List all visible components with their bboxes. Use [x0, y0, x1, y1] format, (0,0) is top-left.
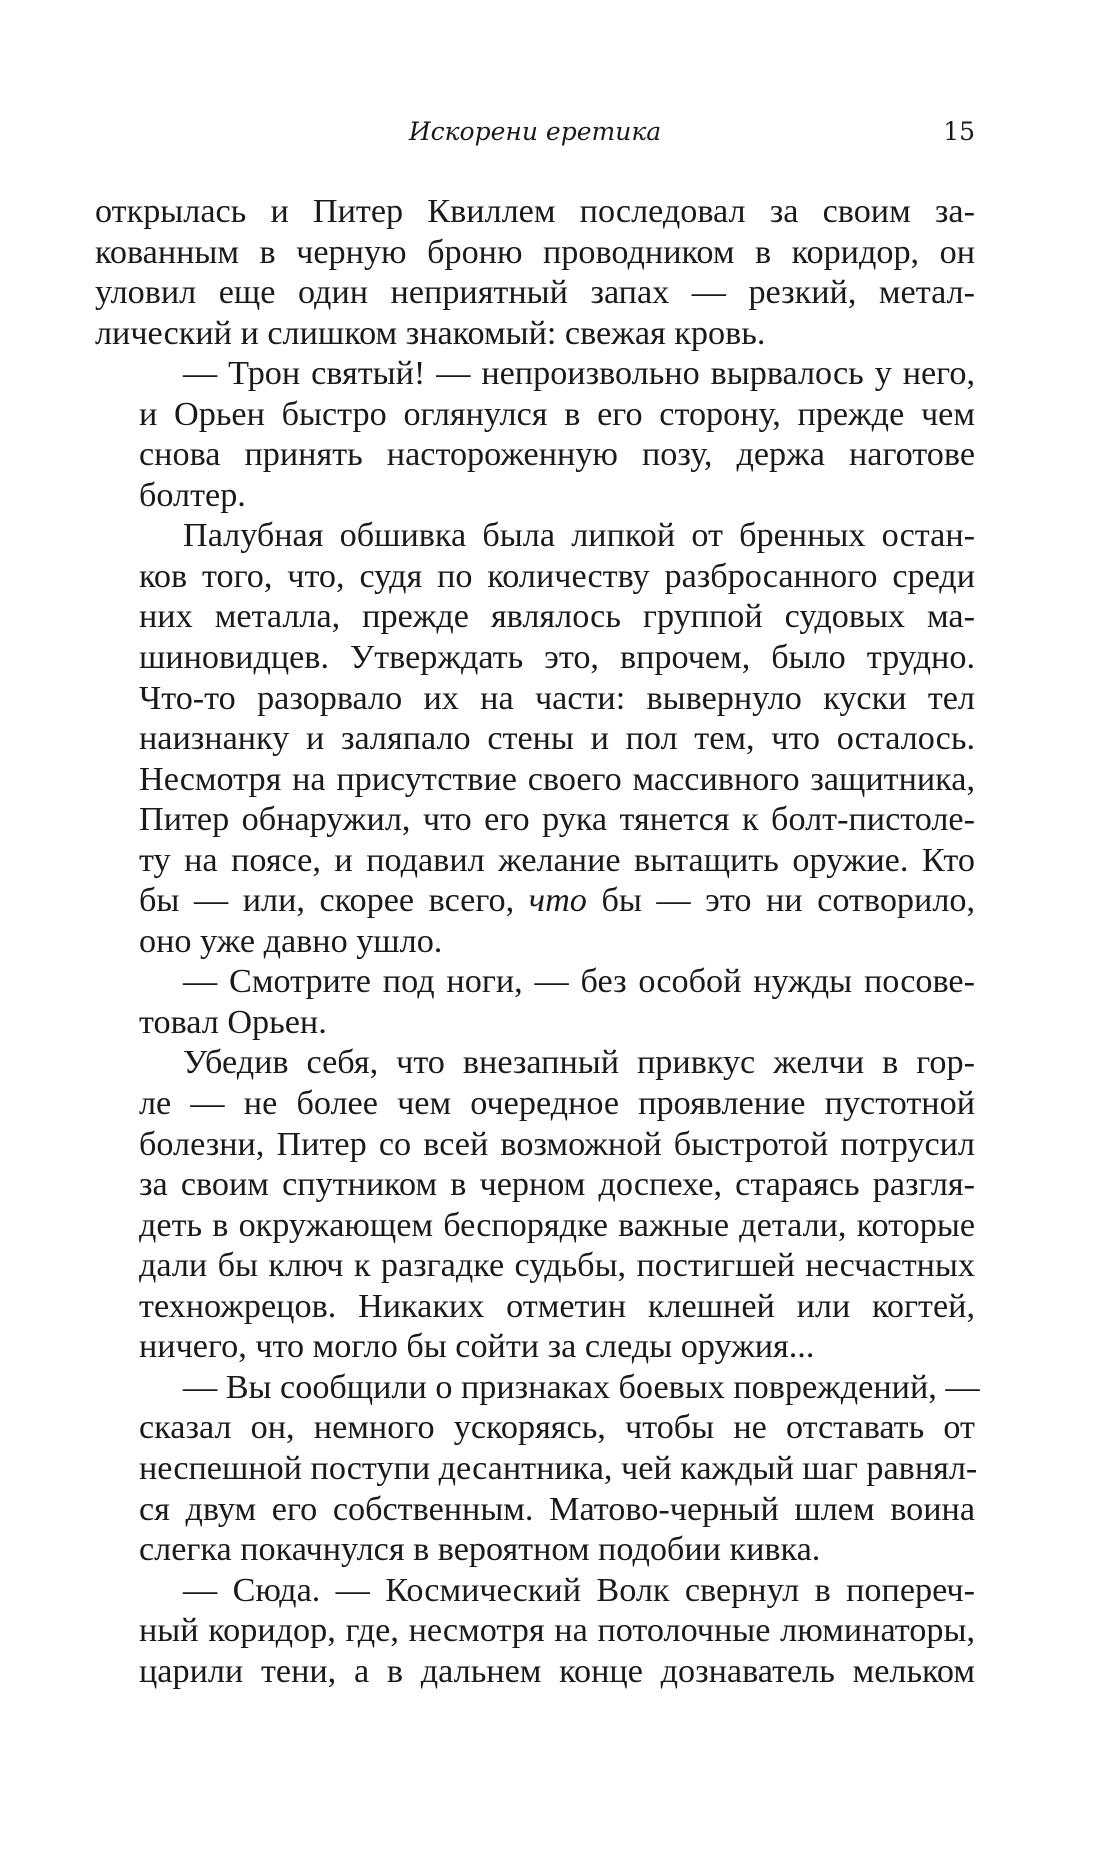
text-line: лический и слишком знакомый: свежая кровь.: [95, 314, 766, 352]
text-line: — Смотрите под ноги, — без особой нужды посове-: [183, 963, 975, 1001]
body-text: [95, 192, 980, 1692]
text-line: уловил еще один неприятный запах — резкий, метал-: [95, 274, 975, 312]
text-line: шиновидцев. Утверждать это, впрочем, было трудно.: [139, 639, 975, 677]
text-line: и Орьен быстро оглянулся в его сторону, прежде чем: [139, 395, 975, 433]
text-line: оно уже давно ушло.: [139, 922, 443, 960]
text-fragment: бы — или, скорее всего,: [139, 882, 515, 920]
text-line: наизнанку и заляпало стены и пол тем, что осталось.: [139, 720, 975, 758]
text-line: Несмотря на присутствие своего массивного защитника,: [139, 760, 975, 798]
paragraph-3: [95, 516, 975, 962]
paragraph-2: [95, 354, 975, 516]
text-fragment: бы — это ни сотворило,: [601, 882, 976, 920]
paragraph-6: [95, 1368, 980, 1571]
paragraph-5: [95, 1043, 975, 1367]
text-line: — Вы сообщили о признаках боевых повреждений, —: [183, 1368, 980, 1406]
text-line: ту на поясе, и подавил желание вытащить оружие. Кто: [139, 841, 975, 879]
text-line: Питер обнаружил, что его рука тянется к болт-пистоле-: [139, 801, 975, 839]
text-line: деть в окружающем беспорядке важные детали, которые: [139, 1206, 975, 1244]
text-line: Палубная обшивка была липкой от бренных остан-: [183, 517, 975, 555]
text-line: Что-то разорвало их на части: вывернуло куски тел: [139, 679, 975, 717]
text-line: открылась и Питер Квиллем последовал за своим за-: [95, 193, 975, 230]
paragraph-1: [95, 192, 975, 354]
text-line: них металла, прежде являлось группой судовых ма-: [139, 598, 975, 636]
text-line: дали бы ключ к разгадке судьбы, постигшей несчастных: [139, 1247, 975, 1285]
text-line: ков того, что, судя по количеству разбросанного среди: [139, 557, 975, 595]
text-line: техножрецов. Никаких отметин клешней или когтей,: [139, 1287, 975, 1325]
text-line: ный коридор, где, несмотря на потолочные люминаторы,: [139, 1612, 975, 1650]
paragraph-4: [95, 962, 975, 1043]
paragraph-7: [95, 1571, 975, 1693]
text-line: болезни, Питер со всей возможной быстротой потрусил: [139, 1125, 975, 1163]
text-line: товал Орьен.: [139, 1003, 327, 1041]
text-line: — Трон святый! — непроизвольно вырвалось у него,: [183, 355, 975, 393]
text-line: снова принять настороженную позу, держа наготове: [139, 436, 975, 474]
text-line: ничего, что могло бы сойти за следы оружия...: [139, 1328, 815, 1366]
text-line: сказал он, немного ускоряясь, чтобы не отставать от: [139, 1409, 975, 1447]
text-line: болтер.: [139, 476, 246, 514]
text-line: ся двум его собственным. Матово-черный шлем воина: [139, 1490, 975, 1528]
text-line: кованным в черную броню проводником в коридор, он: [95, 233, 975, 271]
text-line: ле — не более чем очередное проявление пустотной: [139, 1085, 975, 1123]
text-line: царили тени, а в дальнем конце дознаватель мельком: [139, 1652, 975, 1690]
text-line: слегка покачнулся в вероятном подобии кивка.: [139, 1531, 821, 1569]
page-number: 15: [943, 117, 975, 146]
text-line: [95, 881, 975, 922]
emphasis: что: [528, 882, 587, 920]
text-line: за своим спутником в черном доспехе, стараясь разгля-: [139, 1166, 975, 1204]
text-line: неспешной поступи десантника, чей каждый шаг равнял-: [139, 1449, 978, 1487]
text-line: Убедив себя, что внезапный привкус желчи в гор-: [183, 1044, 975, 1082]
running-title: Искорени еретика: [408, 117, 662, 146]
text-line: — Сюда. — Космический Волк свернул в попереч-: [183, 1571, 975, 1609]
running-header: [95, 112, 975, 152]
